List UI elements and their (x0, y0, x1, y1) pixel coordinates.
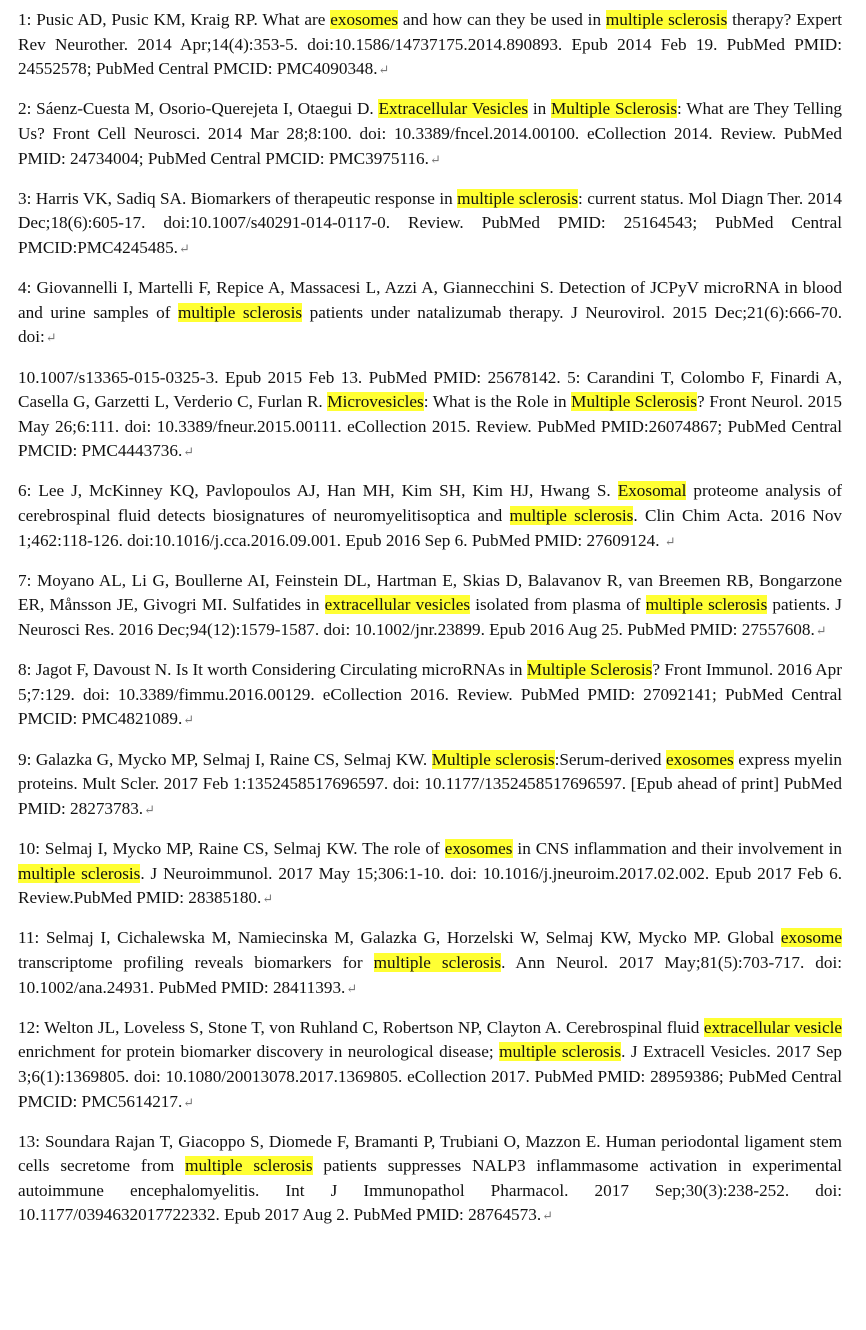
highlighted-term: exosomes (330, 10, 399, 29)
reference-text: transcriptome profiling reveals biomarkers for (18, 952, 374, 972)
paragraph-mark-icon: ↵ (262, 891, 274, 907)
reference-entry (18, 187, 842, 262)
reference-text: 4: Giovannelli I, Martelli F, Repice A, Massacesi L, Azzi A, Giannecchini S. Detection of JCPyV microRNA in blood and urine samples of (18, 278, 842, 322)
reference-text: . J Neuroimmunol. 2017 May 15;306:1-10. doi: 10.1016/j.jneuroim.2017.02.002. Epub 2017 Feb 6. Review.PubMed PMID: 28385180. (18, 863, 842, 908)
reference-entry (18, 276, 842, 351)
highlighted-term: multiple sclerosis (178, 302, 303, 322)
highlighted-term: exosomes (444, 838, 513, 858)
reference-text: express myelin proteins. Mult Scler. 2017 Feb 1:1352458517696597. doi: 10.1177/1352458517696597. [Epub ahead of print] PubMed PMID: 28273783. (18, 749, 842, 818)
highlighted-term: multiple sclerosis (457, 188, 579, 208)
paragraph-mark-icon: ↵ (429, 151, 441, 167)
reference-text: ? Front Neurol. 2015 May 26;6:111. doi: 10.3389/fneur.2015.00111. eCollection 2015. Review. PubMed PMID:26074867; PubMed Central PMCID: PMC4443736. (18, 392, 842, 461)
highlighted-term: exosome (780, 928, 842, 948)
reference-text: isolated from plasma of (470, 595, 646, 615)
reference-text: : What is the Role in (423, 392, 572, 412)
paragraph-mark-icon: ↵ (45, 330, 57, 346)
reference-entry (18, 8, 842, 83)
reference-text: 1: Pusic AD, Pusic KM, Kraig RP. What are (18, 10, 331, 29)
reference-text: 7: Moyano AL, Li G, Boullerne AI, Feinstein DL, Hartman E, Skias D, Balavanov R, van Breemen RB, Bongarzone ER, Månsson JE, Givogri MI. Sulfatides in (18, 570, 842, 615)
paragraph-mark-icon: ↵ (183, 1094, 195, 1110)
reference-list (18, 8, 842, 1244)
reference-text: 13: Soundara Rajan T, Giacoppo S, Diomede F, Bramanti P, Trubiani O, Mazzon E. Human periodontal ligament stem cells secretome from (18, 1131, 842, 1176)
reference-text: :Serum-derived (554, 749, 666, 769)
reference-text: patients suppresses NALP3 inflammasome activation in experimental autoimmune encephalomyelitis. Int J Immunopathol Pharmacol. 2017 Sep;30(3):238-252. doi: 10.1177/0394632017722332. Epub 2017 Aug 2. PubMed PMID: 28764573. (18, 1156, 842, 1225)
reference-text: and how can they be used in (398, 10, 606, 29)
reference-text: . J Extracell Vesicles. 2017 Sep 3;6(1):1369805. doi: 10.1080/20013078.2017.1369805. eCollection 2017. PubMed PMID: 28959386; PubMed Central PMCID: PMC5614217. (18, 1042, 842, 1111)
paragraph-mark-icon: ↵ (144, 801, 156, 817)
paragraph-mark-icon: ↵ (178, 240, 190, 256)
highlighted-term: multiple sclerosis (499, 1042, 622, 1062)
highlighted-term: Multiple Sclerosis (526, 660, 653, 680)
paragraph-mark-icon: ↵ (346, 980, 358, 996)
reference-entry (18, 569, 842, 644)
reference-text: 8: Jagot F, Davoust N. Is It worth Considering Circulating microRNAs in (18, 660, 527, 680)
highlighted-term: multiple sclerosis (18, 863, 141, 883)
reference-text: patients under natalizumab therapy. J Neurovirol. 2015 Dec;21(6):666-70. doi: (18, 302, 842, 347)
reference-text: in CNS inflammation and their involvement in (512, 838, 842, 858)
reference-text: 10.1007/s13365-015-0325-3. Epub 2015 Feb 13. PubMed PMID: 25678142. 5: Carandini T, Colombo F, Finardi A, Casella G, Garzetti L, Verderio C, Furlan R. (18, 367, 842, 412)
reference-text: 10: Selmaj I, Mycko MP, Raine CS, Selmaj KW. The role of (18, 838, 445, 858)
highlighted-term: Extracellular Vesicles (378, 99, 529, 119)
reference-entry (18, 658, 842, 733)
highlighted-term: multiple sclerosis (373, 952, 502, 972)
reference-entry (18, 366, 842, 465)
highlighted-term: multiple sclerosis (509, 506, 634, 526)
highlighted-term: Microvesicles (327, 392, 424, 412)
reference-text: therapy? Expert Rev Neurother. 2014 Apr;14(4):353-5. doi:10.1586/14737175.2014.890893. Epub 2014 Feb 19. PubMed PMID: 24552578; PubMed Central PMCID: PMC4090348. (18, 10, 842, 79)
highlighted-term: Multiple Sclerosis (550, 99, 678, 119)
highlighted-term: exosomes (665, 749, 734, 769)
reference-text: patients. J Neurosci Res. 2016 Dec;94(12):1579-1587. doi: 10.1002/jnr.23899. Epub 2016 Aug 25. PubMed PMID: 27557608. (18, 595, 842, 640)
highlighted-term: multiple sclerosis (645, 595, 768, 615)
reference-entry (18, 1130, 842, 1229)
reference-text: 12: Welton JL, Loveless S, Stone T, von Ruhland C, Robertson NP, Clayton A. Cerebrospinal fluid (18, 1017, 704, 1037)
reference-text: 11: Selmaj I, Cichalewska M, Namiecinska M, Galazka G, Horzelski W, Selmaj KW, Mycko MP. Global (18, 928, 781, 948)
reference-entry (18, 837, 842, 912)
paragraph-mark-icon: ↵ (542, 1208, 554, 1224)
reference-text: . Clin Chim Acta. 2016 Nov 1;462:118-126. doi:10.1016/j.cca.2016.09.001. Epub 2016 Sep 6. PubMed PMID: 27609124. (18, 506, 843, 550)
reference-text: . Ann Neurol. 2017 May;81(5):703-717. doi: 10.1002/ana.24931. PubMed PMID: 28411393. (18, 952, 842, 997)
reference-text: : current status. Mol Diagn Ther. 2014 Dec;18(6):605-17. doi:10.1007/s40291-014-0117-0. Review. PubMed PMID: 25164543; PubMed Central PMCID:PMC4245485. (18, 188, 842, 257)
highlighted-term: Multiple sclerosis (431, 749, 555, 769)
paragraph-mark-icon: ↵ (664, 533, 676, 549)
highlighted-term: Multiple Sclerosis (571, 392, 697, 412)
highlighted-term: extracellular vesicle (703, 1017, 842, 1037)
paragraph-mark-icon: ↵ (183, 712, 195, 728)
reference-entry (18, 748, 842, 823)
highlighted-term: Exosomal (617, 481, 687, 501)
reference-text: : What are They Telling Us? Front Cell Neurosci. 2014 Mar 28;8:100. doi: 10.3389/fncel.2014.00100. eCollection 2014. Review. PubMed PMID: 24734004; PubMed Central PMCID: PMC3975116. (18, 99, 843, 168)
paragraph-mark-icon: ↵ (378, 62, 390, 78)
highlighted-term: multiple sclerosis (605, 10, 728, 29)
reference-text: proteome analysis of cerebrospinal fluid detects biosignatures of neuromyelitisoptica and (18, 481, 842, 526)
reference-text: in (528, 99, 551, 119)
reference-entry (18, 926, 842, 1001)
reference-text: ? Front Immunol. 2016 Apr 5;7:129. doi: 10.3389/fimmu.2016.00129. eCollection 2016. Review. PubMed PMID: 27092141; PubMed Central PMCID: PMC4821089. (18, 660, 843, 729)
reference-text: 3: Harris VK, Sadiq SA. Biomarkers of therapeutic response in (18, 188, 458, 208)
highlighted-term: extracellular vesicles (324, 595, 471, 615)
reference-entry (18, 479, 842, 554)
reference-text: 6: Lee J, McKinney KQ, Pavlopoulos AJ, Han MH, Kim SH, Kim HJ, Hwang S. (18, 481, 618, 501)
paragraph-mark-icon: ↵ (183, 444, 195, 460)
paragraph-mark-icon: ↵ (815, 623, 827, 639)
highlighted-term: multiple sclerosis (185, 1156, 313, 1176)
reference-text: 9: Galazka G, Mycko MP, Selmaj I, Raine CS, Selmaj KW. (18, 749, 432, 769)
reference-text: enrichment for protein biomarker discovery in neurological disease; (18, 1042, 500, 1062)
reference-text: 2: Sáenz-Cuesta M, Osorio-Querejeta I, Otaegui D. (18, 99, 379, 119)
reference-entry (18, 97, 842, 172)
reference-entry (18, 1016, 842, 1115)
